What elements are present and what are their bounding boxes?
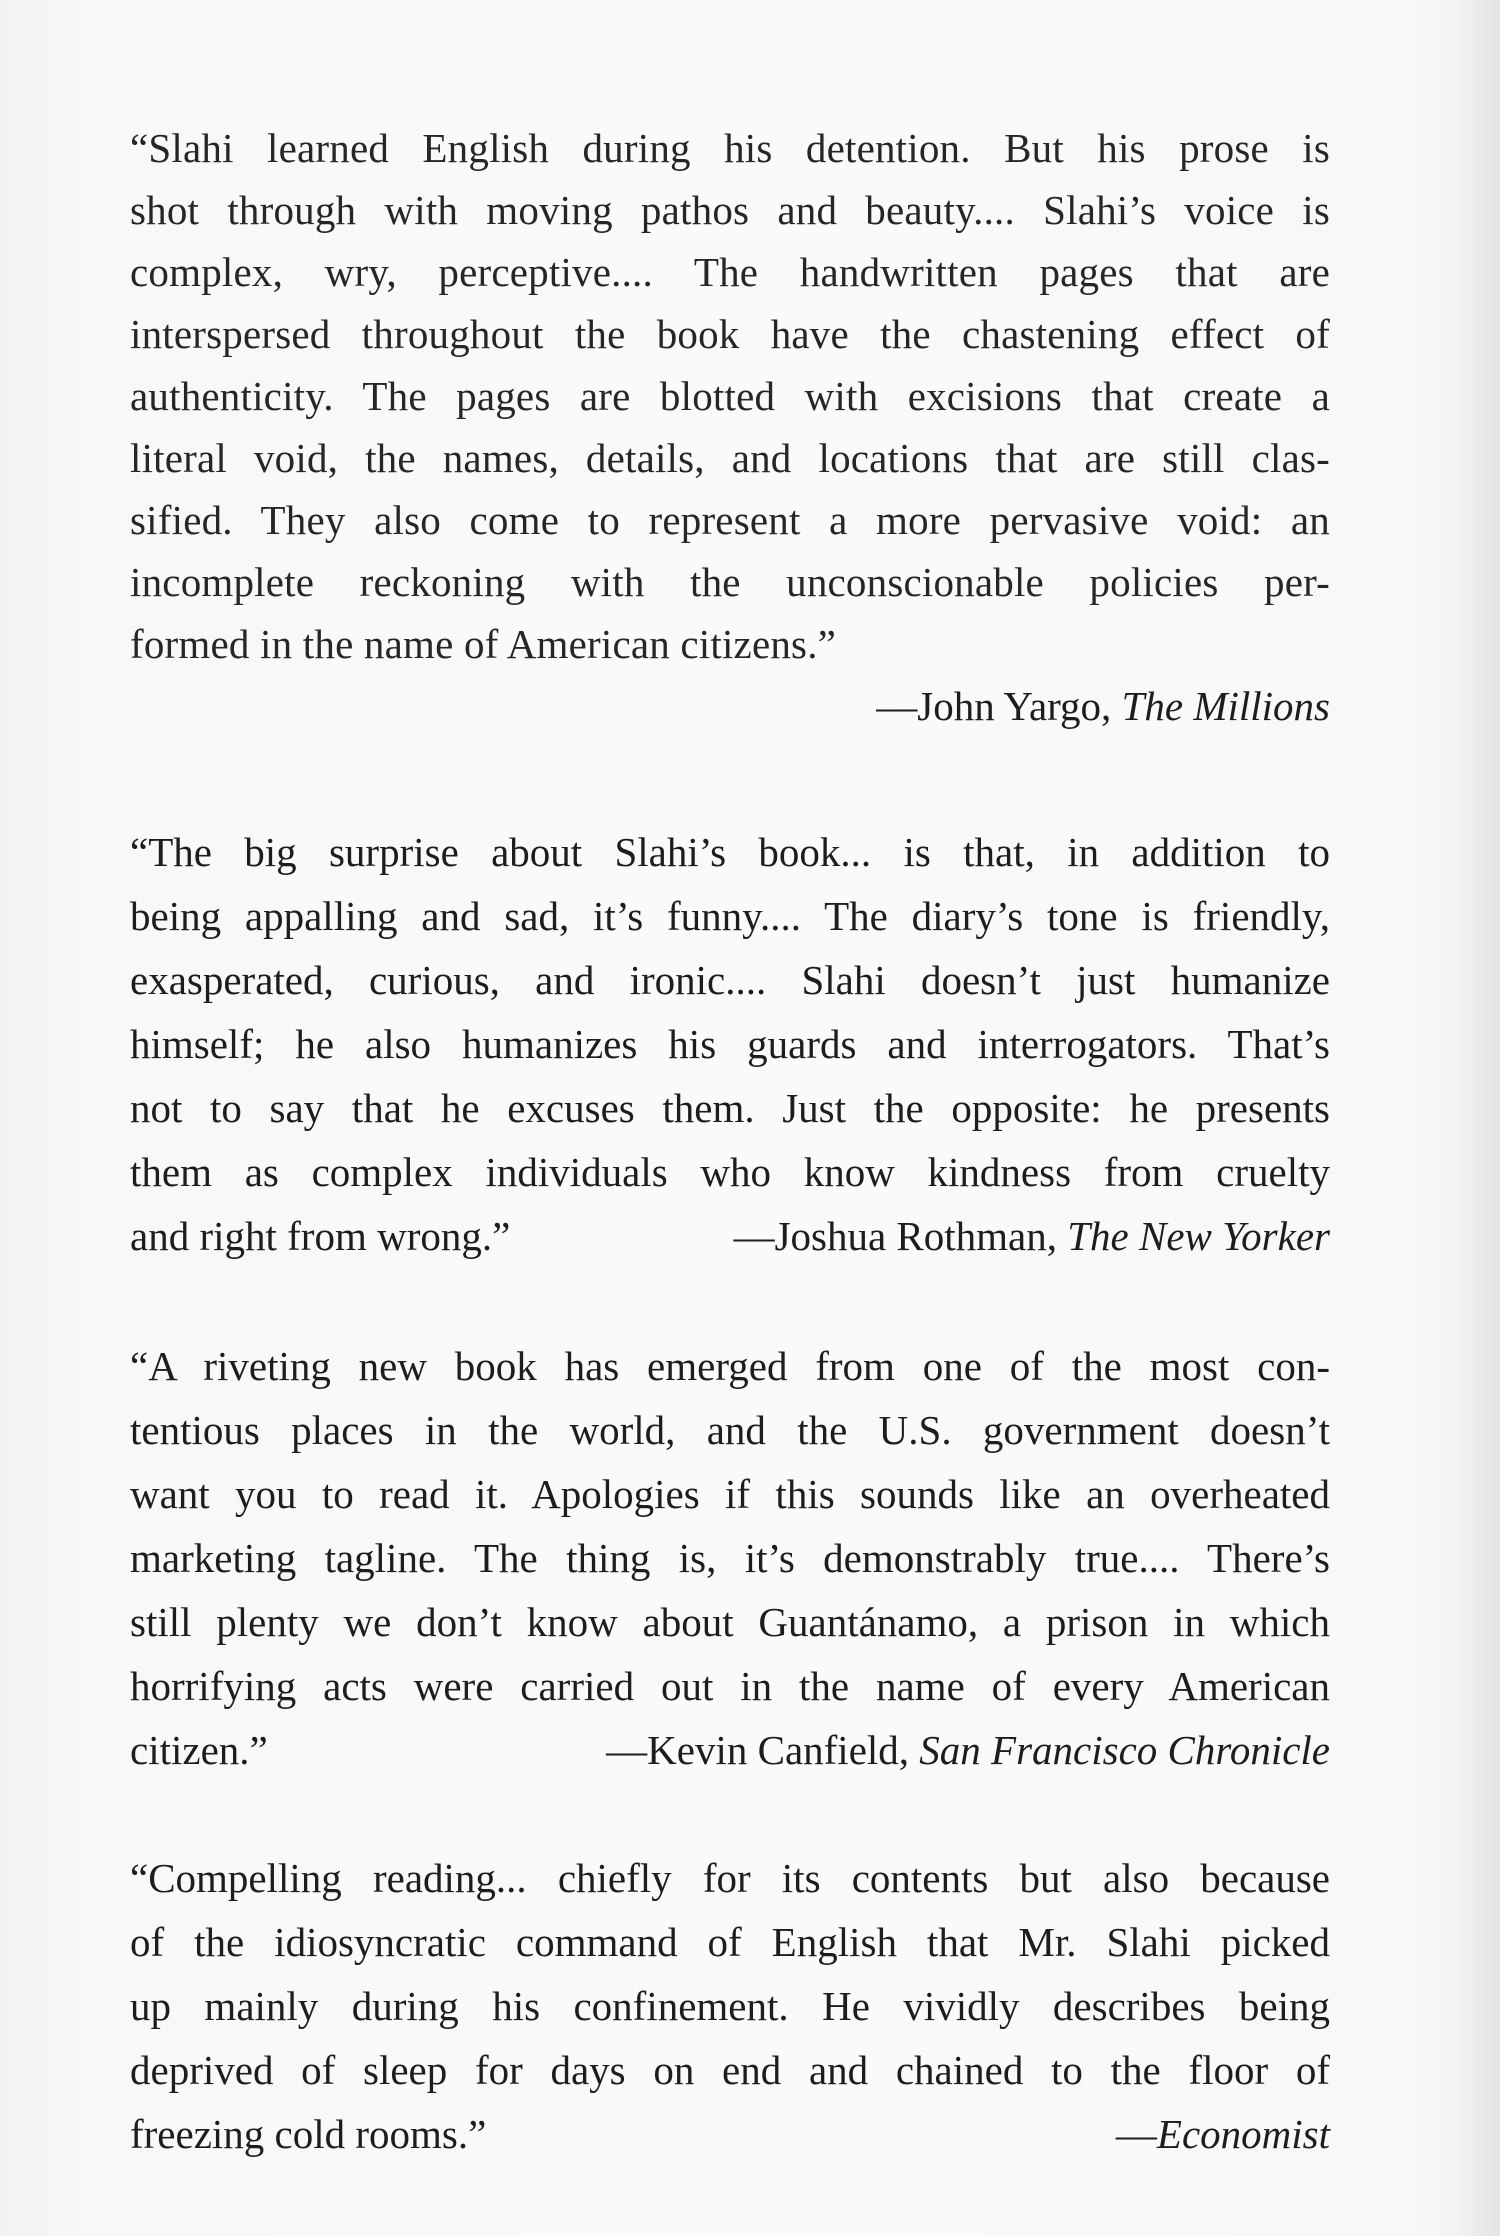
quote-line: horrifying acts were carried out in the name of every American bbox=[130, 1663, 1330, 1709]
quote-line: up mainly during his confinement. He vividly describes being bbox=[130, 1983, 1330, 2029]
attribution-author: —Joshua Rothman, bbox=[733, 1213, 1068, 1259]
attribution-source: The New Yorker bbox=[1067, 1213, 1330, 1259]
review-attribution bbox=[1116, 2102, 1330, 2166]
quote-line: complex, wry, perceptive.... The handwritten pages that are bbox=[130, 249, 1330, 295]
quote-line: tentious places in the world, and the U.S. government doesn’t bbox=[130, 1407, 1330, 1453]
review-attribution bbox=[606, 1718, 1330, 1782]
quote-line: want you to read it. Apologies if this sounds like an overheated bbox=[130, 1471, 1330, 1517]
quote-line: “Compelling reading... chiefly for its contents but also because bbox=[130, 1855, 1330, 1901]
quote-line: them as complex individuals who know kindness from cruelty bbox=[130, 1149, 1330, 1195]
attribution-author: —Kevin Canfield, bbox=[606, 1727, 920, 1773]
quote-line: exasperated, curious, and ironic.... Slahi doesn’t just humanize bbox=[130, 957, 1330, 1003]
quote-line: and right from wrong.” bbox=[130, 1213, 511, 1259]
quote-line: interspersed throughout the book have the chastening effect of bbox=[130, 311, 1330, 357]
quote-line: authenticity. The pages are blotted with excisions that create a bbox=[130, 373, 1330, 419]
quote-line: “Slahi learned English during his detention. But his prose is bbox=[130, 125, 1330, 171]
quote-line: citizen.” bbox=[130, 1727, 268, 1773]
quote-line: literal void, the names, details, and locations that are still clas- bbox=[130, 435, 1330, 481]
quote-line: himself; he also humanizes his guards and interrogators. That’s bbox=[130, 1021, 1330, 1067]
quote-line: not to say that he excuses them. Just the opposite: he presents bbox=[130, 1085, 1330, 1131]
attribution-source: San Francisco Chronicle bbox=[919, 1727, 1330, 1773]
attribution-author: —John Yargo, bbox=[876, 683, 1122, 729]
quote-line: marketing tagline. The thing is, it’s demonstrably true.... There’s bbox=[130, 1535, 1330, 1581]
attribution-author: — bbox=[1115, 2111, 1157, 2157]
quote-line: deprived of sleep for days on end and chained to the floor of bbox=[130, 2047, 1330, 2093]
page-gutter-shadow bbox=[1452, 0, 1500, 2236]
quote-line: “The big surprise about Slahi’s book... is that, in addition to bbox=[130, 829, 1330, 875]
quote-line: incomplete reckoning with the unconscionable policies per- bbox=[130, 559, 1330, 605]
review-attribution bbox=[734, 1204, 1330, 1268]
quote-line: “A riveting new book has emerged from one of the most con- bbox=[130, 1343, 1330, 1389]
quote-line: freezing cold rooms.” bbox=[130, 2111, 487, 2157]
quote-line: still plenty we don’t know about Guantánamo, a prison in which bbox=[130, 1599, 1330, 1645]
quote-line: sified. They also come to represent a more pervasive void: an bbox=[130, 497, 1330, 543]
attribution-source: The Millions bbox=[1121, 683, 1330, 729]
quote-line: formed in the name of American citizens.” bbox=[130, 621, 837, 667]
review-attribution bbox=[876, 674, 1330, 738]
quote-line: being appalling and sad, it’s funny.... The diary’s tone is friendly, bbox=[130, 893, 1330, 939]
quote-line: shot through with moving pathos and beauty.... Slahi’s voice is bbox=[130, 187, 1330, 233]
quote-line: of the idiosyncratic command of English that Mr. Slahi picked bbox=[130, 1919, 1330, 1965]
attribution-source: Economist bbox=[1156, 2111, 1330, 2157]
